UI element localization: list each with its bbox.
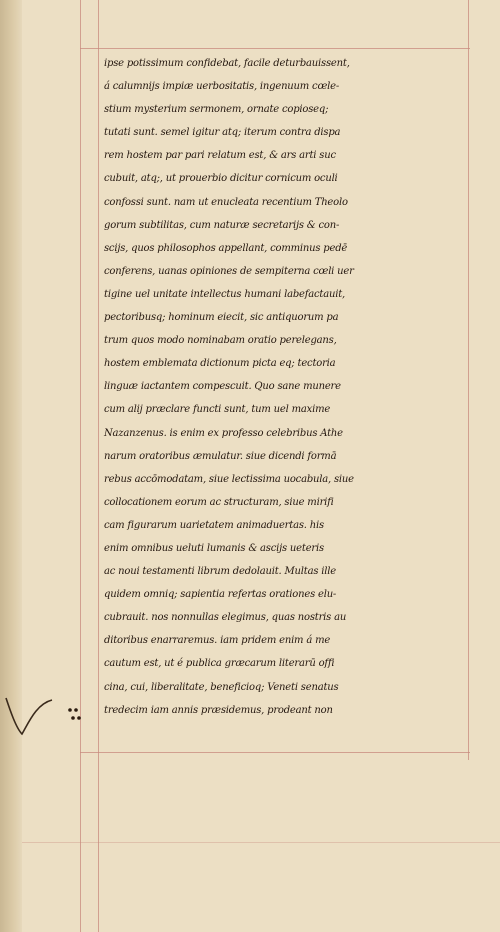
text-line: hostem emblemata dictionum picta eq; tectoria [104,358,336,370]
page-fold-line [22,842,500,843]
text-line: Nazanzenus. is enim ex professo celebribus Athe [104,427,343,439]
text-line: cubrauit. nos nonnullas elegimus, quas nostris au [104,612,347,624]
text-line: ditoribus enarraremus. iam pridem enim á me [104,635,331,647]
text-line: tredecim iam annis præsidemus, prodeant non [104,704,333,716]
text-line: cina, cui, liberalitate, beneficioq; Veneti senatus [104,681,339,693]
text-line: rem hostem par pari relatum est, & ars arti suc [104,150,336,162]
text-line: rebus accōmodatam, siue lectissima uocabula, siue [104,473,354,485]
margin-rule-bottom [80,752,470,753]
text-line: collocationem eorum ac structuram, siue mirifi [104,496,334,508]
margin-rule-left [80,0,81,932]
text-line: ipse potissimum confidebat, facile deturbauissent, [104,58,350,69]
binding-gutter [0,0,22,932]
text-line: conferens, uanas opiniones de sempiterna cœli uer [104,265,354,277]
text-line: tutati sunt. semel igitur atq; iterum contra dispa [104,127,341,139]
text-line: cautum est, ut é publica græcarum literarū offi [104,658,335,670]
marginal-pen-mark [2,690,82,740]
text-line: linguæ iactantem compescuit. Quo sane munere [104,381,341,393]
body-text [104,52,470,722]
text-line: stium mysterium sermonem, ornate copioseq; [104,104,329,116]
text-line: cubuit, atq;, ut prouerbio dicitur cornicum oculi [104,173,338,185]
text-line: tigine uel unitate intellectus humani labefactauit, [104,288,346,300]
text-line: cum alij præclare functi sunt, tum uel maxime [104,404,331,416]
text-line: ac noui testamenti librum dedolauit. Multas ille [104,566,336,578]
text-line: pectoribusq; hominum eiecit, sic antiquorum pa [104,312,339,324]
text-line: scijs, quos philosophos appellant, comminus pedē [104,242,348,254]
margin-rule-inner [98,0,99,932]
text-line: narum oratoribus æmulatur. siue dicendi formā [104,450,337,462]
margin-rule-top [80,48,470,49]
text-line: trum quos modo nominabam oratio perelegans, [104,335,337,347]
text-line: á calumnijs impiæ uerbositatis, ingenuum cœle- [104,81,340,93]
text-line: gorum subtilitas, cum naturæ secretarijs & con- [104,219,340,231]
text-line: quidem omniq; sapientia refertas orationes elu- [104,589,337,601]
text-line: enim omnibus ueluti lumanis & ascijs ueteris [104,542,324,554]
text-line: cam figurarum uarietatem animaduertas. his [104,519,324,531]
text-line: confossi sunt. nam ut enucleata recentium Theolo [104,196,348,208]
